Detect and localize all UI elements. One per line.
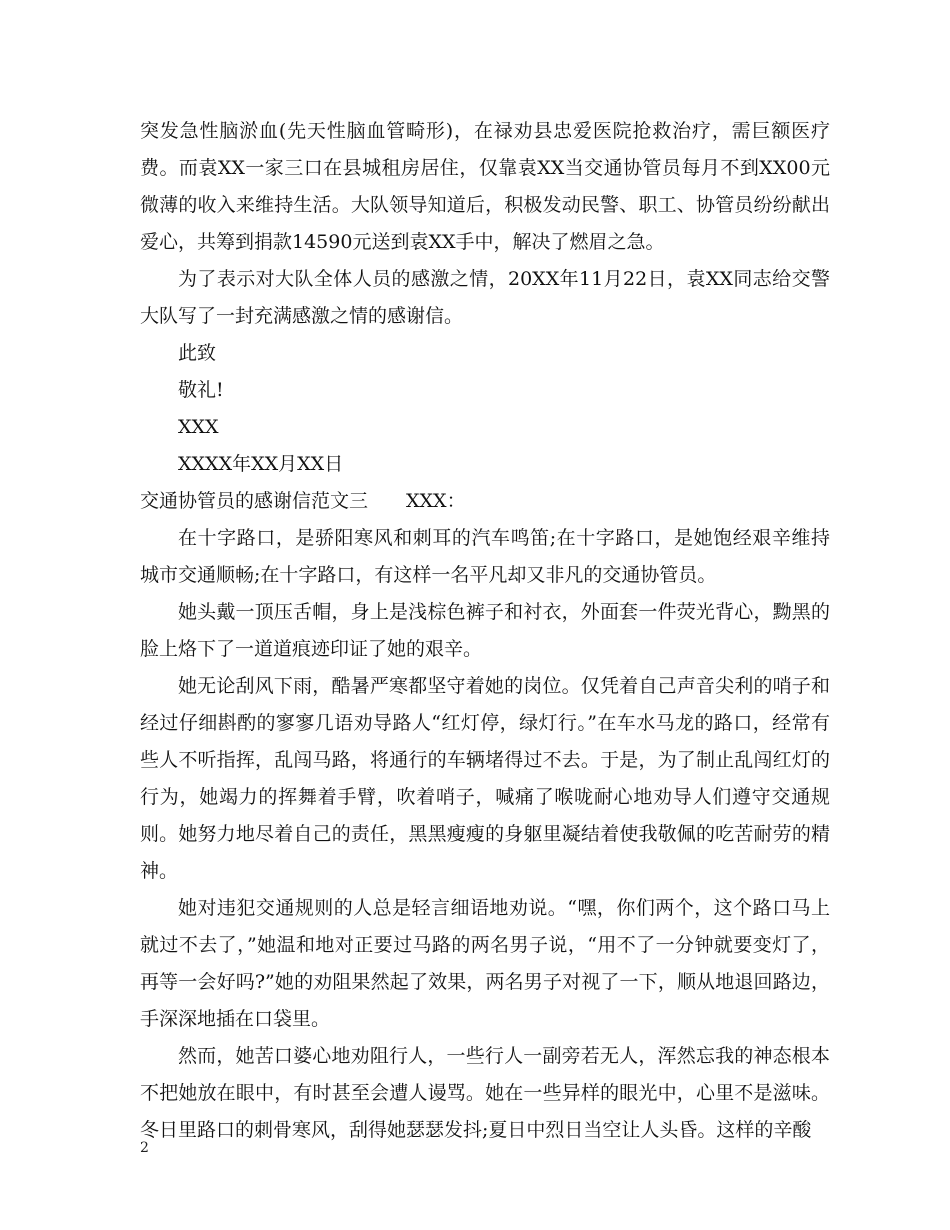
signature-date: XXXX年XX月XX日 bbox=[178, 453, 344, 475]
document-body bbox=[140, 113, 830, 1149]
paragraph-9: 她头戴一顶压舌帽，身上是浅棕色裤子和衬衣，外面套一件荧光背心，黝黑的脸上烙下了一道道痕迹印证了她的艰辛。 bbox=[140, 601, 830, 660]
section-heading: 交通协管员的感谢信范文三 XXX： bbox=[140, 490, 466, 512]
paragraph-2: 为了表示对大队全体人员的感激之情，20XX年11月22日，袁XX同志给交警大队写了一封充满感激之情的感谢信。 bbox=[140, 268, 830, 327]
paragraph-10: 她无论刮风下雨，酷暑严寒都坚守着她的岗位。仅凭着自己声音尖利的哨子和经过仔细斟酌的寥寥几语劝导路人“红灯停，绿灯行。”在车水马龙的路口，经常有些人不听指挥，乱闯马路，将通行的车辆堵得过不去。于是，为了制止乱闯红灯的行为，她竭力的挥舞着手臂，吹着哨子，喊痛了喉咙耐心地劝导人们遵守交通规则。她努力地尽着自己的责任，黑黑瘦瘦的身躯里凝结着使我敬佩的吃苦耐劳的精神。 bbox=[140, 675, 830, 882]
paragraph-1: 突发急性脑淤血(先天性脑血管畸形)，在禄劝县忠爱医院抢救治疗，需巨额医疗费。而袁XX一家三口在县城租房居住，仅靠袁XX当交通协管员每月不到XX00元微薄的收入来维持生活。大队领导知道后，积极发动民警、职工、协管员纷纷献出爱心，共筹到捐款14590元送到袁XX手中，解决了燃眉之急。 bbox=[140, 120, 830, 253]
page-number: 2 bbox=[140, 1140, 149, 1156]
closing-regards: 敬礼! bbox=[178, 379, 224, 401]
paragraph-8: 在十字路口，是骄阳寒风和刺耳的汽车鸣笛;在十字路口，是她饱经艰辛维持城市交通顺畅;在十字路口，有这样一名平凡却又非凡的交通协管员。 bbox=[140, 527, 830, 586]
closing-salutation: 此致 bbox=[178, 342, 217, 364]
paragraph-11: 她对违犯交通规则的人总是轻言细语地劝说。“嘿，你们两个，这个路口马上就过不去了，”她温和地对正要过马路的两名男子说，“用不了一分钟就要变灯了，再等一会好吗?”她的劝阻果然起了效果，两名男子对视了一下，顺从地退回路边，手深深地插在口袋里。 bbox=[140, 897, 830, 1030]
signature-name: XXX bbox=[178, 416, 219, 438]
paragraph-12: 然而，她苦口婆心地劝阻行人，一些行人一副旁若无人，浑然忘我的神态根本不把她放在眼中，有时甚至会遭人谩骂。她在一些异样的眼光中，心里不是滋味。冬日里路口的刺骨寒风，刮得她瑟瑟发抖;夏日中烈日当空让人头昏。这样的辛酸 bbox=[140, 1045, 830, 1141]
